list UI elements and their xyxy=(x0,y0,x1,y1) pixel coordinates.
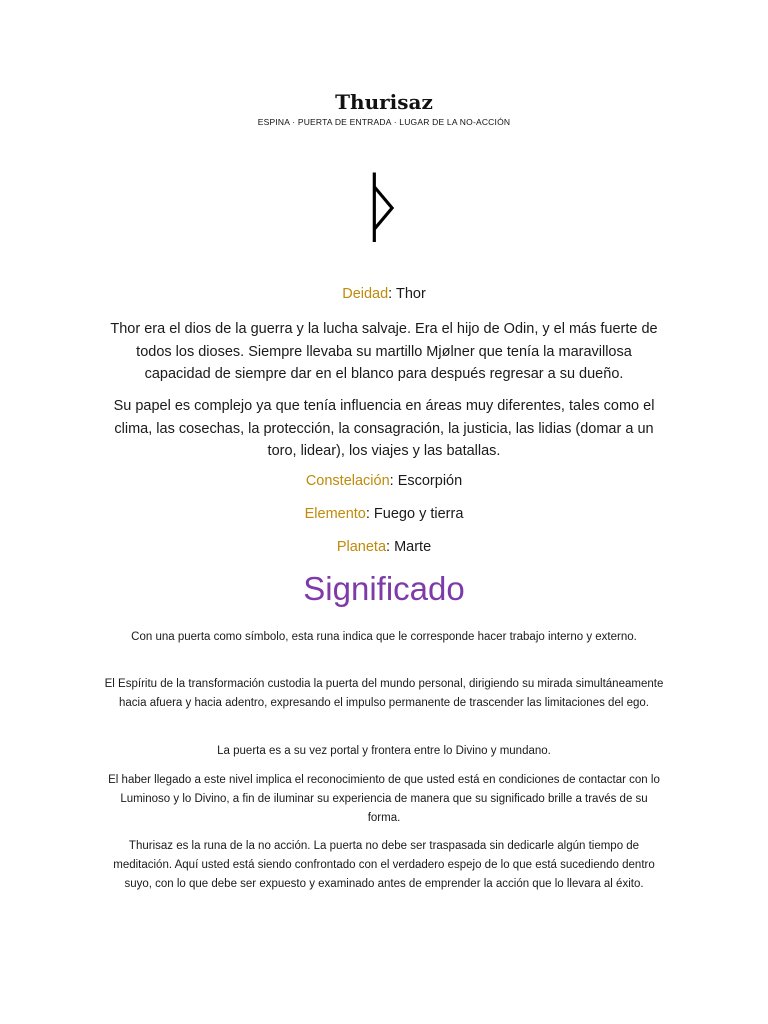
planet-label: Planeta xyxy=(336,539,387,555)
thor-role-paragraph: Su papel es complejo ya que tenía influencia en áreas muy diferentes, tales como el clima, las cosechas, la protección, la consagración, la justicia, las lidias (domar a un toro, lidear), los viajes y las batallas. xyxy=(113,398,655,459)
meaning-paragraph-2: El Espíritu de la transformación custodia la puerta del mundo personal, dirigiendo su mirada simultáneamente hacia afuera y hacia adentro, expresando el impulso permanente de trascender las limitaciones del ego. xyxy=(104,678,664,709)
meaning-paragraph-4: El haber llegado a este nivel implica el reconocimiento de que usted está en condiciones de contactar con lo Luminoso y lo Divino, a fin de iluminar su experiencia de manera que su significado brille a través de su forma. xyxy=(108,774,660,824)
meaning-heading: Significado xyxy=(303,570,465,607)
deity-value: : Thor xyxy=(388,286,426,302)
deity-label: Deidad xyxy=(342,286,389,302)
page-title: Thurisaz xyxy=(335,90,433,114)
constellation-value: : Escorpión xyxy=(389,473,463,489)
meaning-paragraph-1: Con una puerta como símbolo, esta runa indica que le corresponde hacer trabajo interno y externo. xyxy=(131,631,637,643)
page-subtitle: ESPINA · PUERTA DE ENTRADA · LUGAR DE LA NO-ACCIÓN xyxy=(257,117,511,127)
element-value: : Fuego y tierra xyxy=(365,506,464,522)
constellation-label: Constelación xyxy=(305,473,390,489)
constellation-line xyxy=(0,473,768,489)
planet-line xyxy=(0,539,768,555)
meaning-paragraph-3: La puerta es a su vez portal y frontera entre lo Divino y mundano. xyxy=(217,745,551,757)
element-label: Elemento xyxy=(304,506,366,522)
thurisaz-rune-icon: ᚦ xyxy=(360,163,408,253)
element-line xyxy=(0,506,768,522)
planet-value: : Marte xyxy=(386,539,432,555)
meaning-paragraph-5: Thurisaz es la runa de la no acción. La puerta no debe ser traspasada sin dedicarle algún tiempo de meditación. Aquí usted está siendo confrontado con el verdadero espejo de lo que está sucediendo dentro suyo, con lo que debe ser expuesto y examinado antes de emprender la acción que lo llevara al éxito. xyxy=(113,840,655,890)
deity-line xyxy=(0,286,768,302)
thor-description-paragraph: Thor era el dios de la guerra y la lucha salvaje. Era el hijo de Odin, y el más fuerte de todos los dioses. Siempre llevaba su martillo Mjølner que tenía la maravillosa capacidad de siempre dar en el blanco para después regresar a su dueño. xyxy=(110,321,658,382)
